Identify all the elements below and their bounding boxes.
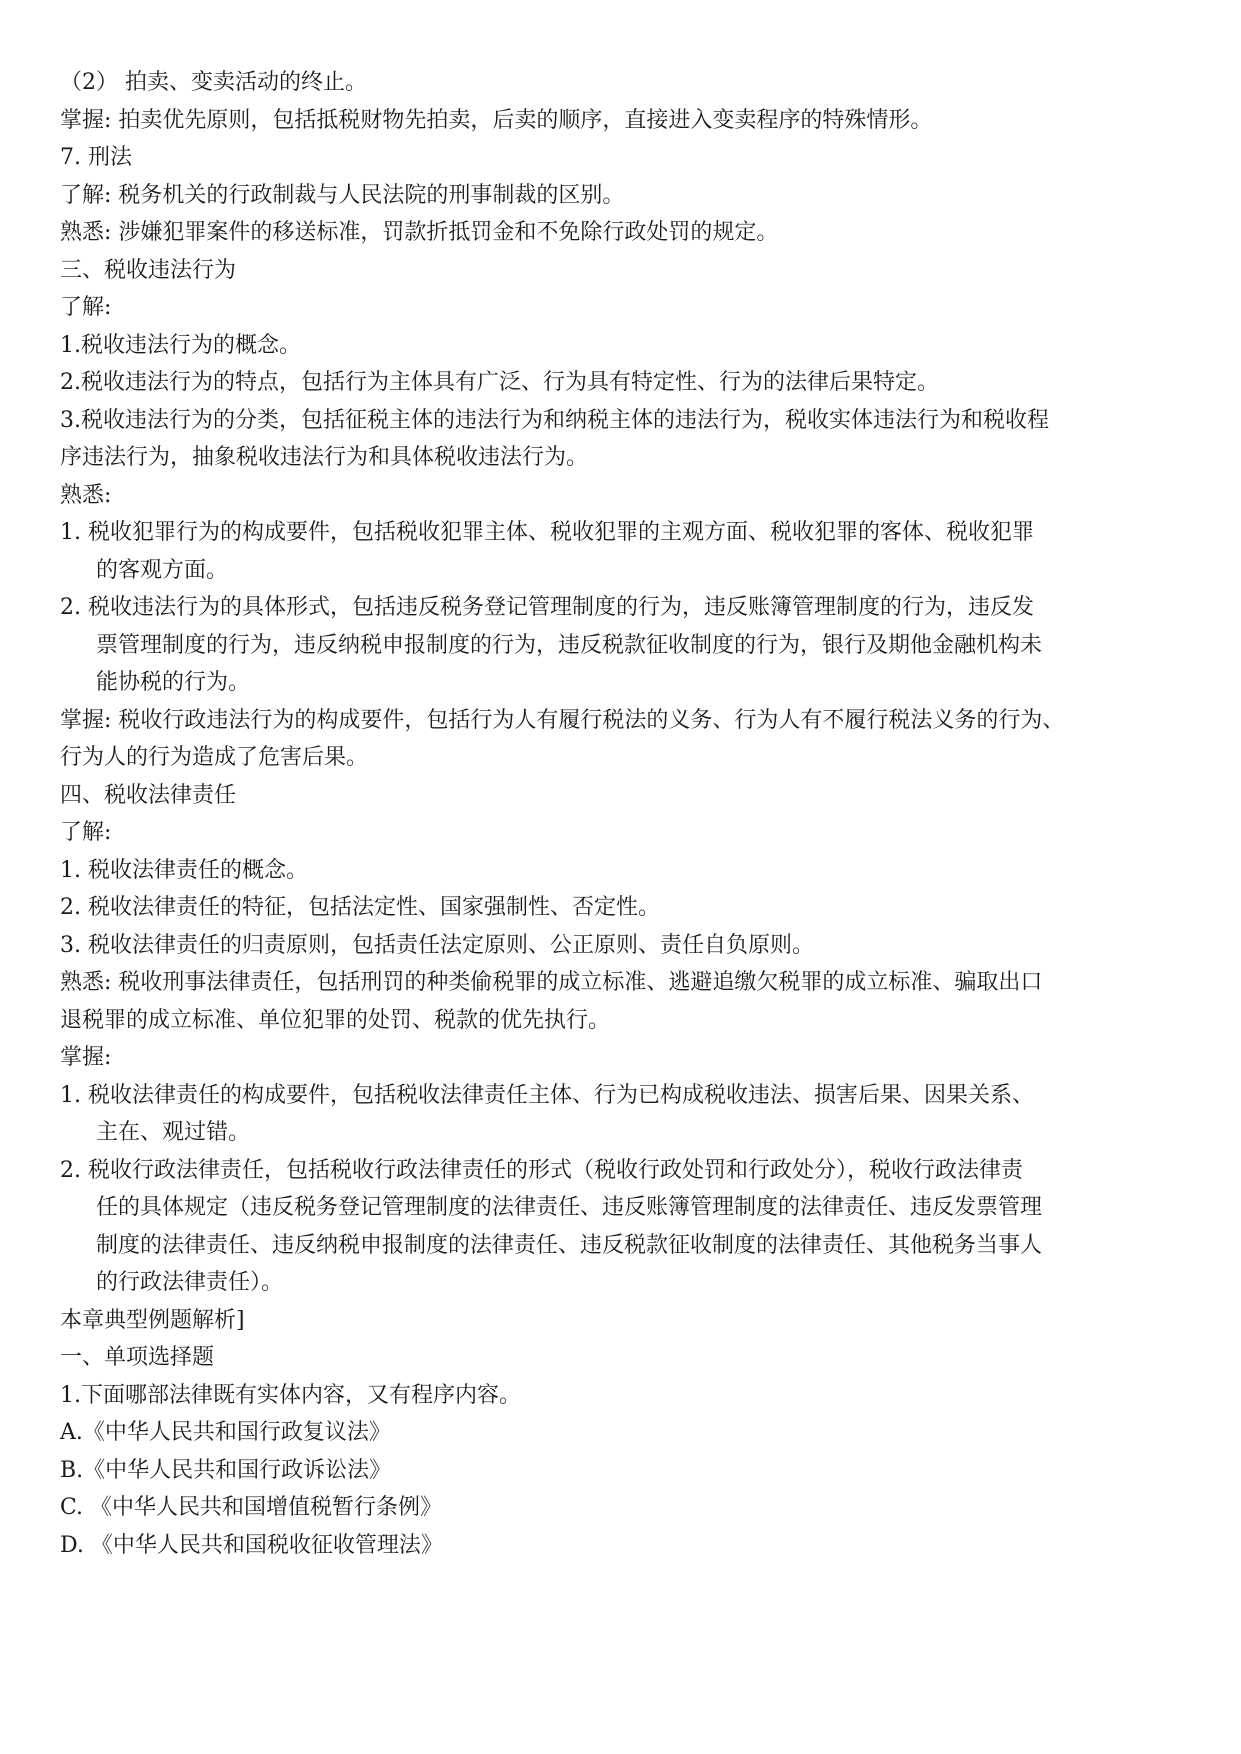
- text-line: 熟悉: 涉嫌犯罪案件的移送标准，罚款折抵罚金和不免除行政处罚的规定。: [60, 220, 779, 245]
- text-line: 四、税收法律责任: [60, 782, 237, 808]
- text-line: 1.税收违法行为的概念。: [60, 332, 301, 358]
- text-line: 的行政法律责任）。: [96, 1270, 284, 1295]
- text-line: 掌握:: [60, 1045, 112, 1070]
- text-line: 7. 刑法: [60, 145, 132, 170]
- text-line: 2. 税收违法行为的具体形式，包括违反税务登记管理制度的行为，违反账簿管理制度的行为，违反发: [60, 595, 1034, 620]
- text-line: 的客观方面。: [96, 557, 229, 583]
- text-line: 熟悉: 税收刑事法律责任，包括刑罚的种类偷税罪的成立标准、逃避追缴欠税罪的成立标准、骗取出口: [60, 970, 1043, 995]
- text-line: 任的具体规定（违反税务登记管理制度的法律责任、违反账簿管理制度的法律责任、违反发票管理: [96, 1195, 1043, 1220]
- text-line: （2） 拍卖、变卖活动的终止。: [60, 70, 367, 95]
- text-line: 退税罪的成立标准、单位犯罪的处罚、税款的优先执行。: [60, 1007, 611, 1033]
- text-line: 序违法行为，抽象税收违法行为和具体税收违法行为。: [60, 445, 589, 470]
- text-line: 了解:: [60, 820, 112, 845]
- text-line: 1. 税收犯罪行为的构成要件，包括税收犯罪主体、税收犯罪的主观方面、税收犯罪的客体、税收犯罪: [60, 520, 1034, 545]
- text-line: 2.税收违法行为的特点，包括行为主体具有广泛、行为具有特定性、行为的法律后果特定。: [60, 370, 939, 395]
- text-line: 掌握: 拍卖优先原则，包括抵税财物先拍卖，后卖的顺序，直接进入变卖程序的特殊情形。: [60, 107, 933, 133]
- text-line: D. 《中华人民共和国税收征收管理法》: [60, 1532, 443, 1558]
- text-line: 3.税收违法行为的分类，包括征税主体的违法行为和纳税主体的违法行为，税收实体违法行为和税收程: [60, 407, 1049, 433]
- text-line: 3. 税收法律责任的归责原则，包括责任法定原则、公正原则、责任自负原则。: [60, 932, 814, 958]
- text-line: 能协税的行为。: [96, 670, 251, 695]
- text-line: 了解:: [60, 295, 112, 320]
- text-line: 1. 税收法律责任的构成要件，包括税收法律责任主体、行为已构成税收违法、损害后果、因果关系、: [60, 1082, 1034, 1108]
- text-line: C. 《中华人民共和国增值税暂行条例》: [60, 1495, 443, 1520]
- text-line: 三、税收违法行为: [60, 257, 237, 283]
- text-line: 1.下面哪部法律既有实体内容，又有程序内容。: [60, 1382, 521, 1408]
- text-line: 1. 税收法律责任的概念。: [60, 857, 308, 883]
- text-line: 了解: 税务机关的行政制裁与人民法院的刑事制裁的区别。: [60, 182, 625, 208]
- text-line: 票管理制度的行为，违反纳税申报制度的行为，违反税款征收制度的行为，银行及期他金融机构未: [96, 632, 1043, 658]
- text-line: B.《中华人民共和国行政诉讼法》: [60, 1457, 392, 1483]
- text-line: A.《中华人民共和国行政复议法》: [60, 1420, 391, 1445]
- text-line: 2. 税收行政法律责任，包括税收行政法律责任的形式（税收行政处罚和行政处分），税收行政法律责: [60, 1157, 1023, 1183]
- text-line: 制度的法律责任、违反纳税申报制度的法律责任、违反税款征收制度的法律责任、其他税务当事人: [96, 1232, 1043, 1258]
- document-body: [60, 64, 1185, 1564]
- text-line: 熟悉:: [60, 482, 112, 508]
- text-line: 主在、观过错。: [96, 1120, 251, 1145]
- text-line: 2. 税收法律责任的特征，包括法定性、国家强制性、否定性。: [60, 895, 660, 920]
- text-line: 一、单项选择题: [60, 1345, 215, 1370]
- text-line: 本章典型例题解析]: [60, 1307, 245, 1333]
- text-line: 掌握: 税收行政违法行为的构成要件，包括行为人有履行税法的义务、行为人有不履行税法义务的行为、: [60, 707, 1065, 733]
- text-line: 行为人的行为造成了危害后果。: [60, 745, 369, 770]
